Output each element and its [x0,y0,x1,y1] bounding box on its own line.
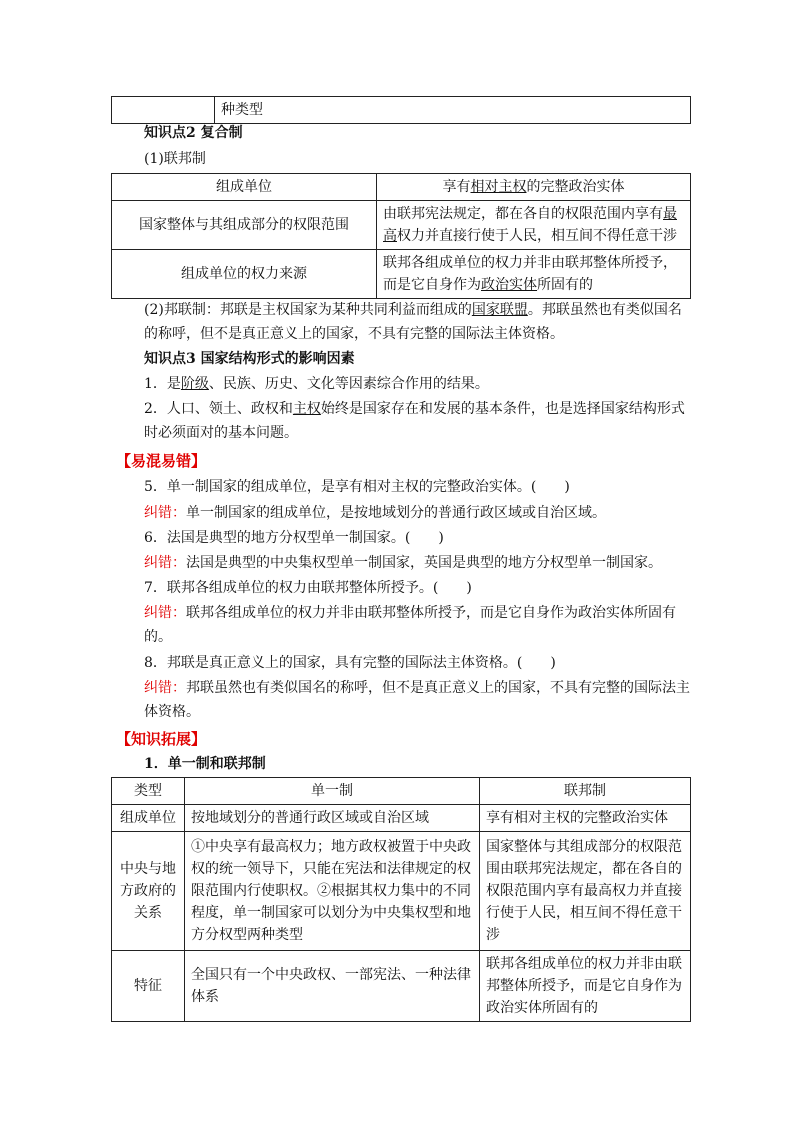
row-unitary: ①中央享有最高权力；地方政权被置于中央政权的统一领导下，只能在宪法和法律规定的权限范围内行使职权。②根据其权力集中的不同程度，单一制国家可以划分为中央集权型和地方分权型两种类型 [185,832,480,951]
underlined-term: 政治实体 [481,277,537,293]
row-federal: 联邦各组成单位的权力并非由联邦整体所授予，而是它自身作为政治实体所固有的 [480,951,691,1022]
kp2-title: 知识点2 复合制 [144,125,243,141]
kp3-item2 [112,397,692,445]
comparison-table [111,777,691,1022]
row-type: 特征 [112,951,185,1022]
text-part: 所固有的 [537,277,593,293]
underlined-term: 主权 [292,401,321,417]
underlined-term: 最高 [383,206,677,244]
table-row [112,201,691,250]
fix-label: 纠错： [144,555,186,571]
confuse-fix7 [112,601,692,649]
confuse-heading: 【易混易错】 [116,452,207,470]
row-federal: 国家整体与其组成部分的权限范围由联邦宪法规定，都在各自的权限范围内享有最高权力并直接行使于人民，相互间不得任意干涉 [480,832,691,951]
expand-heading: 【知识拓展】 [116,730,207,748]
confuse-q6: 6．法国是典型的地方分权型单一制国家。( ) [144,530,444,546]
top-table-empty-cell [112,97,215,124]
text-part: 权力并直接行使于人民，相互间不得任意干涉 [397,228,677,244]
kp3-title: 知识点3 国家结构形式的影响因素 [144,351,355,367]
confuse-fix5 [112,501,692,525]
kp3-item1 [112,372,692,396]
top-table [111,96,691,124]
confederation-paragraph [112,298,692,346]
row-unitary: 按地域划分的普通行政区域或自治区域 [185,805,480,832]
fix-text: 邦联虽然也有类似国名的称呼，但不是真正意义上的国家，不具有完整的国际法主体资格。 [144,680,690,720]
text-part: 、民族、历史、文化等因素综合作用的结果。 [208,376,489,392]
fix-label: 纠错： [144,680,186,696]
table-header-row [112,778,691,805]
federal-table-right [377,201,691,250]
federal-table [111,173,691,299]
text-part: (2)邦联制：邦联是主权国家为某种共同利益而组成的 [144,302,472,318]
text-part: 的完整政治实体 [526,179,625,195]
row-federal: 享有相对主权的完整政治实体 [480,805,691,832]
header-federal: 联邦制 [480,778,691,805]
fix-label: 纠错： [144,505,186,521]
federal-table-right [377,250,691,299]
federal-table-left: 国家整体与其组成部分的权限范围 [112,201,377,250]
federal-table-left: 组成单位的权力来源 [112,250,377,299]
top-table-cell: 种类型 [215,97,691,124]
text-part: 。邦联虽然也有类似国名的称呼，但不是真正意义上的国家，不具有完整的国际法主体资格。 [144,302,682,342]
underlined-term: 相对主权 [470,179,527,195]
federal-table-left: 组成单位 [112,174,377,201]
underlined-term: 阶级 [180,376,209,392]
confuse-q8: 8．邦联是真正意义上的国家，具有完整的国际法主体资格。( ) [144,655,556,671]
text-part: 享有 [442,179,471,195]
expand-subtitle: 1．单一制和联邦制 [144,756,266,772]
table-row [112,174,691,201]
fix-label: 纠错： [144,605,186,621]
text-part: 1．是 [144,376,181,392]
fix-text: 法国是典型的中央集权型单一制国家，英国是典型的地方分权型单一制国家。 [186,555,662,571]
confuse-q7: 7．联邦各组成单位的权力由联邦整体所授予。( ) [144,580,472,596]
text-part: 联邦各组成单位的权力并非由联邦整体所授予，而是它自身作为 [383,255,677,293]
row-type: 中央与地方政府的关系 [112,832,185,951]
federal-table-right [377,174,691,201]
text-part: 由联邦宪法规定，都在各自的权限范围内享有 [383,206,663,222]
underlined-term: 国家联盟 [471,302,528,318]
text-part: 始终是国家存在和发展的基本条件，也是选择国家结构形式时必须面对的基本问题。 [144,401,685,441]
fix-text: 联邦各组成单位的权力并非由联邦整体所授予，而是它自身作为政治实体所固有的。 [144,605,676,645]
table-row [112,805,691,832]
text-part: 2．人口、领土、政权和 [144,401,293,417]
table-row [112,951,691,1022]
header-type: 类型 [112,778,185,805]
row-type: 组成单位 [112,805,185,832]
confuse-fix6 [112,551,692,575]
confuse-fix8 [112,676,692,724]
fix-text: 单一制国家的组成单位，是按地域划分的普通行政区域或自治区域。 [186,505,606,521]
header-unitary: 单一制 [185,778,480,805]
kp2-sub1: (1)联邦制 [144,151,206,167]
table-row [112,832,691,951]
confuse-q5: 5．单一制国家的组成单位，是享有相对主权的完整政治实体。( ) [144,479,570,495]
row-unitary: 全国只有一个中央政权、一部宪法、一种法律体系 [185,951,480,1022]
table-row [112,250,691,299]
